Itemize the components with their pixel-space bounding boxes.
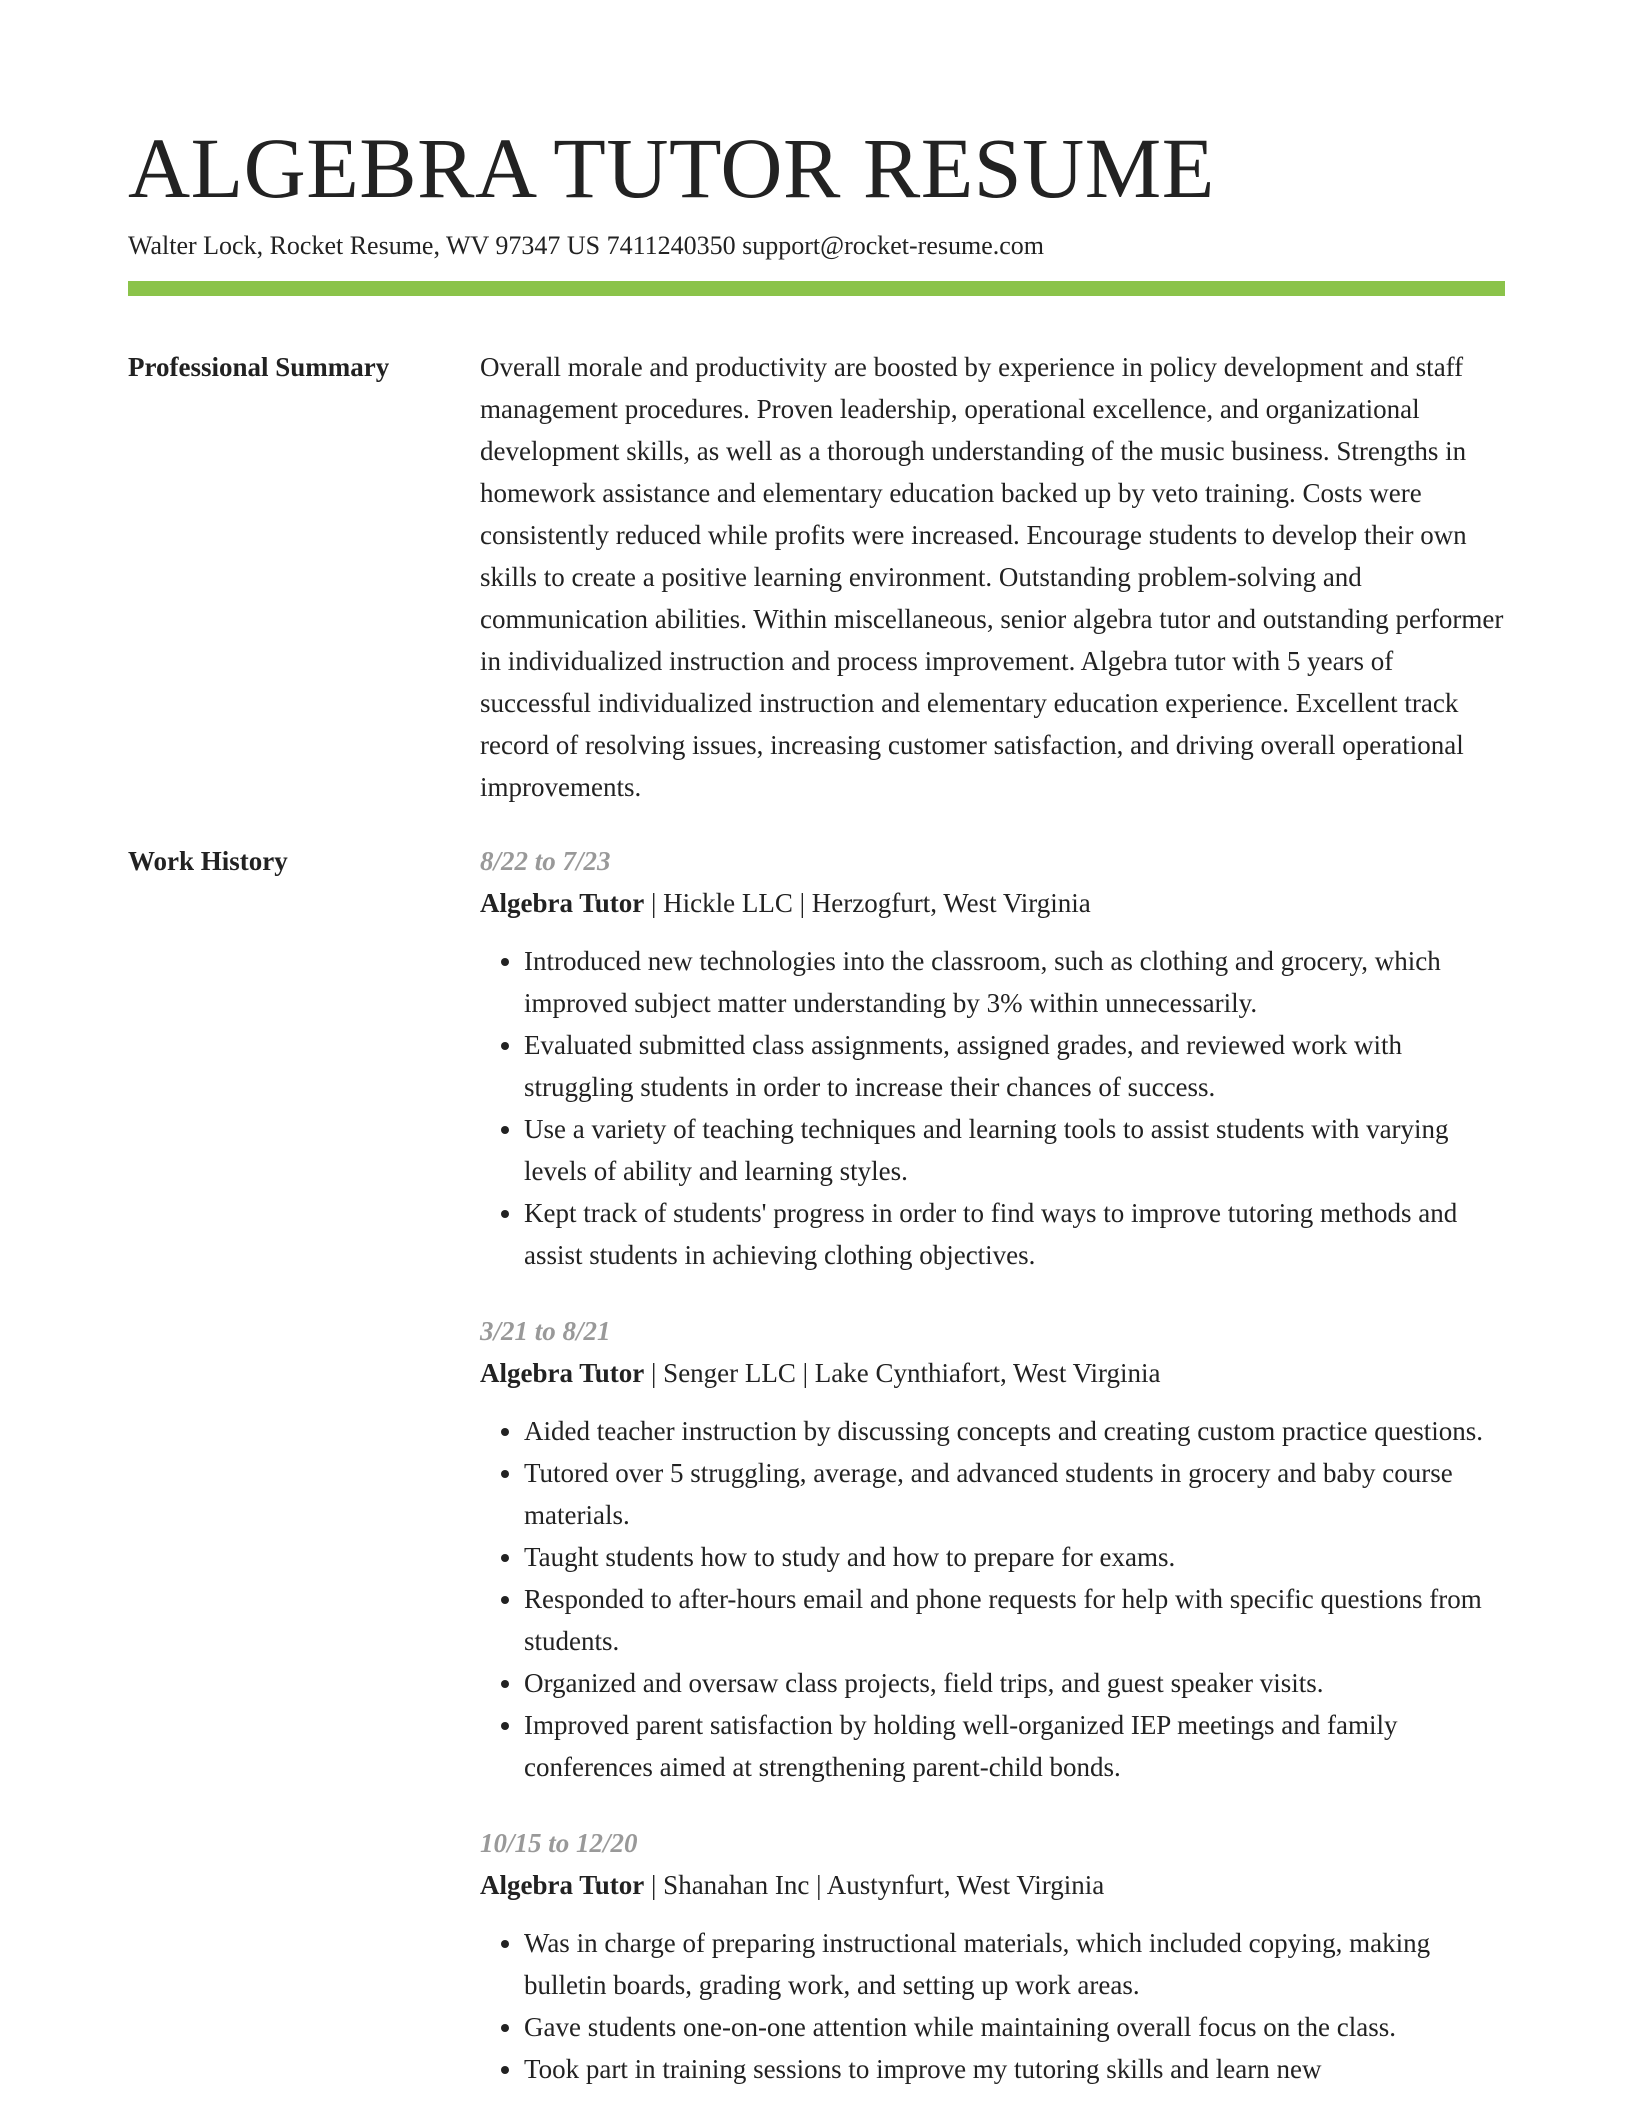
job-entry (480, 1822, 1505, 2090)
job-heading (480, 1864, 1505, 1906)
resume-title: ALGEBRA TUTOR RESUME (128, 120, 1215, 216)
job-entry (480, 1310, 1505, 1788)
section-label-work-history: Work History (128, 846, 288, 876)
summary-body (480, 346, 1505, 808)
accent-divider (128, 281, 1505, 296)
job-bullet: • Organized and oversaw class projects, field trips, and guest speaker visits. (524, 1662, 1505, 1704)
job-bullet-list (480, 1922, 1505, 2090)
job-bullet: • Responded to after-hours email and phone requests for help with specific questions from students. (524, 1578, 1505, 1662)
job-bullet: • Gave students one-on-one attention while maintaining overall focus on the class. (524, 2006, 1505, 2048)
job-bullet: • Improved parent satisfaction by holding well-organized IEP meetings and family conferences aimed at strengthening parent-child bonds. (524, 1704, 1505, 1788)
job-bullet: • Evaluated submitted class assignments, assigned grades, and reviewed work with struggling students in order to increase their chances of success. (524, 1024, 1505, 1108)
job-entry (480, 840, 1505, 1276)
job-employer-location: | Hickle LLC | Herzogfurt, West Virginia (644, 888, 1091, 918)
job-bullet: • Tutored over 5 struggling, average, and advanced students in grocery and baby course materials. (524, 1452, 1505, 1536)
contact-line: Walter Lock, Rocket Resume, WV 97347 US 7411240350 support@rocket-resume.com (128, 231, 1045, 260)
resume-page (128, 118, 1505, 2124)
job-bullet: • Was in charge of preparing instructional materials, which included copying, making bulletin boards, grading work, and setting up work areas. (524, 1922, 1505, 2006)
job-dates: 10/15 to 12/20 (480, 1828, 638, 1858)
job-bullet: • Took part in training sessions to improve my tutoring skills and learn new (524, 2048, 1505, 2090)
job-employer-location: | Senger LLC | Lake Cynthiafort, West Virginia (644, 1358, 1161, 1388)
job-heading (480, 882, 1505, 924)
job-dates: 3/21 to 8/21 (480, 1316, 611, 1346)
job-bullet-list (480, 1410, 1505, 1788)
job-bullet: • Taught students how to study and how to prepare for exams. (524, 1536, 1505, 1578)
job-bullet-list (480, 940, 1505, 1276)
work-history-body (480, 840, 1505, 2124)
job-bullet: • Kept track of students' progress in order to find ways to improve tutoring methods and assist students in achieving clothing objectives. (524, 1192, 1505, 1276)
job-title: Algebra Tutor (480, 1870, 645, 1900)
professional-summary-section (128, 346, 1505, 808)
job-bullet: • Aided teacher instruction by discussing concepts and creating custom practice questions. (524, 1410, 1505, 1452)
summary-text: Overall morale and productivity are boosted by experience in policy development and staff management procedures. Proven leadership, operational excellence, and organizational development skills, as well as a thorough understanding of the music business. Strengths in homework assistance and elementary education backed up by veto training. Costs were consistently reduced while profits were increased. Encourage students to develop their own skills to create a positive learning environment. Outstanding problem-solving and communication abilities. Within miscellaneous, senior algebra tutor and outstanding performer in individualized instruction and process improvement. Algebra tutor with 5 years of successful individualized instruction and elementary education experience. Excellent track record of resolving issues, increasing customer satisfaction, and driving overall operational improvements. (480, 352, 1504, 802)
job-employer-location: | Shanahan Inc | Austynfurt, West Virginia (644, 1870, 1105, 1900)
job-title: Algebra Tutor (480, 1358, 645, 1388)
job-bullet: • Introduced new technologies into the classroom, such as clothing and grocery, which improved subject matter understanding by 3% within unnecessarily. (524, 940, 1505, 1024)
job-heading (480, 1352, 1505, 1394)
job-dates: 8/22 to 7/23 (480, 846, 611, 876)
work-history-section (128, 840, 1505, 2124)
job-bullet: • Use a variety of teaching techniques and learning tools to assist students with varying levels of ability and learning styles. (524, 1108, 1505, 1192)
section-label-professional-summary: Professional Summary (128, 352, 390, 382)
job-title: Algebra Tutor (480, 888, 645, 918)
